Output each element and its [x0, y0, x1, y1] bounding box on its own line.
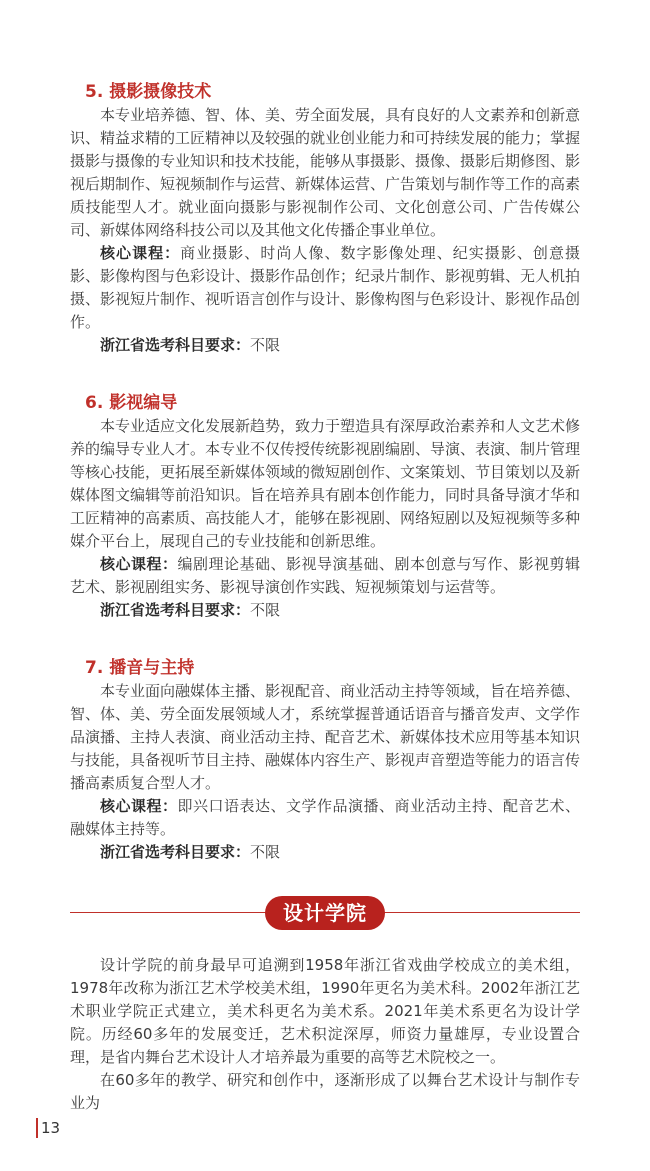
- core-courses-label: 核心课程：: [100, 244, 181, 262]
- core-courses-text: 即兴口语表达、文学作品演播、商业活动主持、配音艺术、融媒体主持等。: [70, 797, 580, 838]
- paragraph: 设计学院的前身最早可追溯到1958年浙江省戏曲学校成立的美术组，1978年改称为浙江艺术学校美术组，1990年更名为美术科。2002年浙江艺术职业学院正式建立，美术科更名为美术系。2021年美术系更名为设计学院。历经60多年的发展变迁，艺术积淀深厚，师资力量雄厚，专业设置合理，是省内舞台艺术设计人才培养最为重要的高等艺术院校之一。: [70, 956, 580, 1066]
- core-courses-text: 商业摄影、时尚人像、数字影像处理、纪实摄影、创意摄影、影像构图与色彩设计、摄影作品创作；纪录片制作、影视剪辑、无人机拍摄、影视短片制作、视听语言创作与设计、影像构图与色彩设计、影视作品创作。: [70, 244, 581, 331]
- major-section-photography: [70, 80, 580, 357]
- major-intro: 本专业面向融媒体主播、影视配音、商业活动主持等领域，旨在培养德、智、体、美、劳全面发展领域人才，系统掌握普通话语音与播音发声、文学作品演播、主持人表演、商业活动主持、配音艺术、新媒体技术应用等基本知识与技能，具备视听节目主持、融媒体内容生产、影视声音塑造等能力的语言传播高素质复合型人才。: [70, 682, 581, 792]
- section-title: 5. 摄影摄像技术: [85, 82, 212, 102]
- design-college-intro: [70, 954, 580, 1115]
- core-courses-text: 编剧理论基础、影视导演基础、剧本创意与写作、影视剪辑艺术、影视剧组实务、影视导演创作实践、短视频策划与运营等。: [70, 555, 580, 596]
- major-intro: 本专业培养德、智、体、美、劳全面发展，具有良好的人文素养和创新意识、精益求精的工匠精神以及较强的就业创业能力和可持续发展的能力；掌握摄影与摄像的专业知识和技术技能，能够从事摄影、摄像、摄影后期修图、影视后期制作、短视频制作与运营、新媒体运营、广告策划与制作等工作的高素质技能型人才。就业面向摄影与影视制作公司、文化创意公司、广告传媒公司、新媒体网络科技公司以及其他文化传播企事业单位。: [70, 106, 581, 239]
- core-courses: [70, 242, 580, 334]
- requirement-label: 浙江省选考科目要求：: [100, 843, 251, 861]
- requirement-value: 不限: [250, 336, 281, 354]
- college-banner: [70, 896, 580, 930]
- page-number: 13: [36, 1118, 60, 1138]
- core-courses-label: 核心课程：: [100, 797, 178, 815]
- majors-content: [70, 80, 580, 898]
- college-title: 设计学院: [265, 896, 385, 930]
- section-title: 7. 播音与主持: [85, 658, 195, 678]
- requirement-label: 浙江省选考科目要求：: [100, 601, 251, 619]
- section-title: 6. 影视编导: [85, 393, 178, 413]
- subject-requirement: [70, 599, 580, 622]
- paragraph: 在60多年的教学、研究和创作中，逐渐形成了以舞台艺术设计与制作专业为: [70, 1071, 580, 1112]
- core-courses: [70, 795, 580, 841]
- core-courses: [70, 553, 580, 599]
- requirement-label: 浙江省选考科目要求：: [100, 336, 251, 354]
- requirement-value: 不限: [250, 843, 281, 861]
- major-intro: 本专业适应文化发展新趋势，致力于塑造具有深厚政治素养和人文艺术修养的编导专业人才。本专业不仅传授传统影视剧编剧、导演、表演、制片管理等核心技能，更拓展至新媒体领域的微短剧创作、文案策划、节目策划以及新媒体图文编辑等前沿知识。旨在培养具有剧本创作能力，同时具备导演才华和工匠精神的高素质、高技能人才，能够在影视剧、网络短剧以及短视频等多种媒介平台上，展现自己的专业技能和创新思维。: [70, 417, 581, 550]
- subject-requirement: [70, 841, 580, 864]
- major-section-broadcasting: [70, 656, 580, 864]
- subject-requirement: [70, 334, 580, 357]
- requirement-value: 不限: [250, 601, 281, 619]
- core-courses-label: 核心课程：: [100, 555, 178, 573]
- major-section-directing: [70, 391, 580, 622]
